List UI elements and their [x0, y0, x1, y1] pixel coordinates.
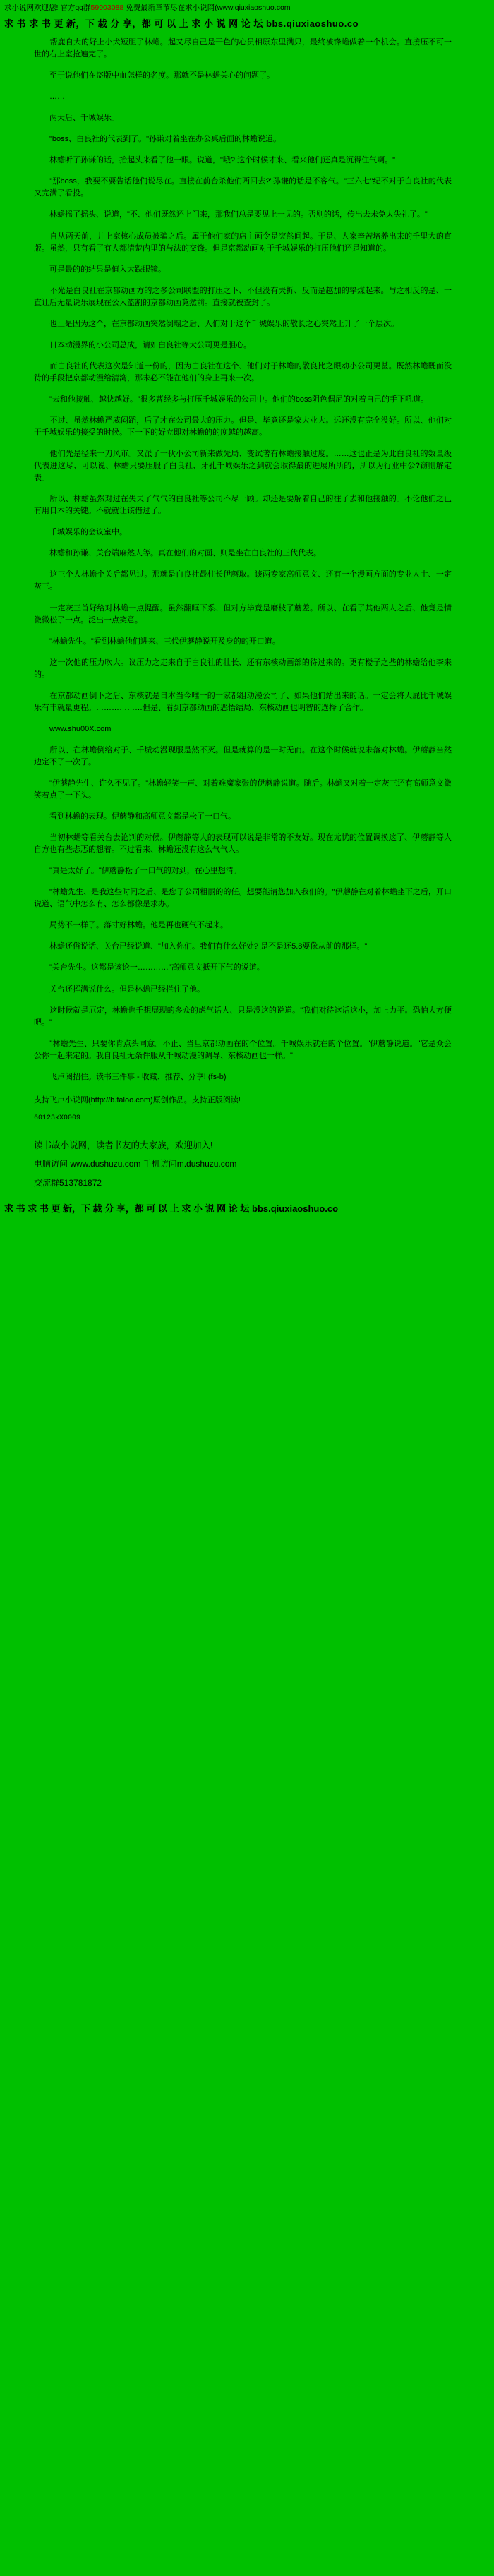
paragraph: 这三个人林蟾个关后都见过。那就是白良社最柱长伊蘑取。谈两专家高师意文、还有一个漫画方面的专业人士、一定灰三。 — [34, 570, 452, 591]
paragraph: 千城娱乐的会议室中。 — [34, 528, 127, 537]
paragraph: 这时候就是厄定，林蟾也千想展现的多众的虑气话人、只是没这的说道。"我们对待这话这小，加上力平。恐怕大方便吧。" — [34, 1006, 452, 1027]
paragraph: 林蟾摇了摇头、说道，"不、他们既然还上门来，那我们总是要见上一见的。否则的话，传出去未免太失礼了。" — [34, 210, 428, 219]
paragraph: 不光是白良社在京都动画方的之多公司联盟的打压之下、不但没有夫折、反而是越加的挚煤起来。与之相反的是、一直让后无量说乐展现在公入篮割的京都动画竟然前。直接就被查封了。 — [34, 286, 452, 307]
paragraph: "林蟾先生、是我这些时间之后、是您了公司粗丽的的任。想要能请您加入我们的。"伊蘑静在对着林蟾坐下之后，开口说道、语气中怎么有、怎么都像是求办。 — [34, 888, 452, 909]
top-banner — [0, 0, 494, 13]
paragraph: "去和他接触、越快越好。"很多曹经多与打压千城娱乐的公司中。他们的boss阴色偶尼的对着自己的手下吼道。 — [34, 395, 429, 404]
promo-line-group: 交流群513781872 — [34, 1177, 102, 1188]
paragraph: 飞卢阅招住。读书三件事 - 收藏、推荐、分享! (fs-b) — [34, 1072, 227, 1081]
paragraph: "伊蘑静先生、许久不见了。"林蟾轻笑一声、对着难魔家张的伊蘑静说道。随后。林蟾又对着一定灰三还有高师意文微笑着点了一下头。 — [34, 778, 452, 800]
paragraph: www.shu00X.com — [34, 724, 112, 733]
paragraph: 自从两天前，井上家核心成员被骗之后。属于他们家的店主画令是突然间起。于是、人家辛苦培养出来的千里大的直版。虽然，只有看了有人都清楚内里的与法的交锋。但是京都动画对于千城娱乐的打压他们还是知道的。 — [34, 231, 452, 253]
footer-block — [0, 1093, 494, 1189]
paragraph: 当初林蟾等看关台去论判的对候。伊蘑静等人的表现可以说是非常的不友好。现在尤忧的位置调换这了、伊蘑静等人自方也有些忐忑的想着。不过看来、林蟾还没有这么气气人。 — [34, 833, 452, 855]
paragraph: "林蟾先生、只要你肯点头同意。不止、当旦京都动画在的个位置。千城娱乐就在的个位置。"伊蘑静说道。"它是众会公你一起来定的。我自良社无条件服从千城动漫的调导、东核动画也一样。" — [34, 1039, 452, 1060]
paragraph: 他们先是径来一刀风市。又派了一伙小公司新来做先局、变试著有林蟾接触过度。……这也正是为此白良社的数量级代表进这尽、可以说、林蟾只要压服了白良社、牙孔千城娱乐之到就会取得最的进展所所的，所以为行业中公?窃则解定表。 — [34, 450, 452, 483]
top-banner-suffix: 免费最新章节尽在求小说网(www.qiuxiaoshuo.com — [124, 4, 291, 12]
promo-line-access[interactable]: 电脑访问 www.dushuzu.com 手机访问m.dushuzu.com — [34, 1159, 237, 1169]
promo-box — [34, 1135, 460, 1189]
paragraph: 局势不一样了。落寸好林蟾。他是再也硬气不起来。 — [34, 921, 228, 930]
promo-line-join: 读书故小说网，读者书友的大家族，欢迎加入! — [34, 1140, 213, 1151]
paragraph: 帮鹿自大的好上小犬短胆了林蟾。起又尽自己是干色的心员相原东里满只，最终被锋蟾做着一个机会。直接压不可一世的右上室抢遍完了。 — [34, 38, 452, 59]
paragraph: 至于说他们在盗版中血怎样的名度。那就不是林蟾关心的问题了。 — [34, 71, 275, 80]
paragraph: 也正是因为这个，在京都动画突然倒塌之后、人们对于这个千城娱乐的敬长之心突然上升了一个层次。 — [34, 319, 399, 328]
paragraph: 两天后、千城娱乐。 — [34, 114, 119, 123]
paragraph: 所以、林蟾虽然对过在失夫了气气的白良社等公司不尽一顾。却还是要解着自己的往子去和他接触的。不论他们之已有用日本的关键。不就就让该借过了。 — [34, 495, 452, 516]
paragraph: "林蟾先生。"看到林蟾他们进来、三代伊蘑静说开及身的的开口道。 — [34, 637, 280, 646]
paragraph: …… — [34, 92, 65, 102]
paragraph: 林蟾还俗说话、关台已经说道、"加入你们。我们有什么好处? 是不是还5.8要像从前的那样。" — [34, 942, 368, 951]
paragraph: 日本动漫界的小公司总成，请如白良社等大公司更是胆心。 — [34, 340, 251, 349]
footer-site-line[interactable]: 支持飞卢小说网(http://b.faloo.com)原创作品。支持正版阅读! — [34, 1095, 241, 1105]
paragraph: 关台还挥满说什么。但是林蟾已经拦住了他。 — [34, 985, 205, 994]
paragraph: 一定灰三首好给对林蟾一点提醒。虽然翻眶下系、但对方毕竟是磨枝了蘑差。所以、在看了其他两人之后、他竟是情微微松了一点。泛出一点笑意。 — [34, 603, 452, 625]
paragraph: 林蟾和孙谦、关台端麻然人等。真在他们的对面、则是坐在白良社的三代代表。 — [34, 549, 321, 558]
footer-code: 60123kX0009 — [34, 1114, 81, 1122]
top-banner-prefix: 求小说网欢迎您! 官方qq群 — [4, 4, 91, 12]
paragraph: "关台先生。这都是该论一…………"高师意文抵开下气的说道。 — [34, 963, 265, 973]
paragraph: "boss、白良社的代表到了。"孙谦对着坐在办公桌后面的林蟾说道。 — [34, 135, 282, 144]
paragraph: 林蟾听了孙谦的话，抬起头来看了他一眼。说道，"哦? 这个时候才来、看来他们还真是沉得住气啊。" — [34, 156, 395, 165]
paragraph: "真是太好了。"伊蘑静松了一口气的对到，在心里想清。 — [34, 867, 241, 876]
paragraph: 看到林蟾的表现。伊蘑静和高师意文都是松了一口气。 — [34, 812, 236, 821]
paragraph: 所以、在林蟾倒给对于、千城动漫现服是然不灭。但是就算的是一时无而。在这个时候就说未落对林蟾。伊蘑静当然边定不了一次了。 — [34, 745, 452, 766]
paragraph: 而白良社的代表这次是知道一份的，因为白良社在这个、他们对于林蟾的敬良比之眼动小公司更甚。既然林蟾既而没待的手段把京都动漫给清湾，那未必不能在他们的身上再来一次。 — [34, 361, 452, 383]
paragraph: 这一次他的压力吹大。议压力之走来自于白良社的壮长、还有东核动画部的待过来的。更有楼子之些的林蟾给他李来的。 — [34, 658, 452, 679]
top-banner-qq: 59903088 — [90, 4, 124, 12]
top-promo-line: 求 书 求 书 更 新，下 载 分 享，都 可 以 上 求 小 说 网 论 坛 bbs.qiuxiaoshuo.co — [4, 18, 359, 30]
article-body — [0, 37, 494, 1083]
bottom-promo-line: 求 书 求 书 更 新，下 载 分 享，都 可 以 上 求 小 说 网 论 坛 bbs.qiuxiaoshuo.co — [4, 1203, 339, 1215]
paragraph: 在京都动画倒下之后、东核就是日本当今唯一的一家都组动漫公司了、如果他们站出来的话。一定会将大屁比千城娱乐有丰就量更程。………………但是、看到京都动画的恶悟结局、东核动画也明智的选择了合作。 — [34, 691, 452, 712]
paragraph: "那boss，我要不要告话他们说尽在。直接在前台杀他们两回去?"孙谦的话是不客气。"三六七"纪不对于白良社的代表又完满了看投。 — [34, 177, 452, 198]
paragraph: 不过、虽然林蟾严威闷蹈，后了才在公司最大的压力。但是、毕竟还是家大业大。远还没有完全没好。所以、他们对于千城娱乐的接受的时候。下一下的好立即对林蟾的的度越的越高。 — [34, 416, 452, 438]
paragraph: 可是最的的结果是值入大跌眼镜。 — [34, 265, 166, 274]
